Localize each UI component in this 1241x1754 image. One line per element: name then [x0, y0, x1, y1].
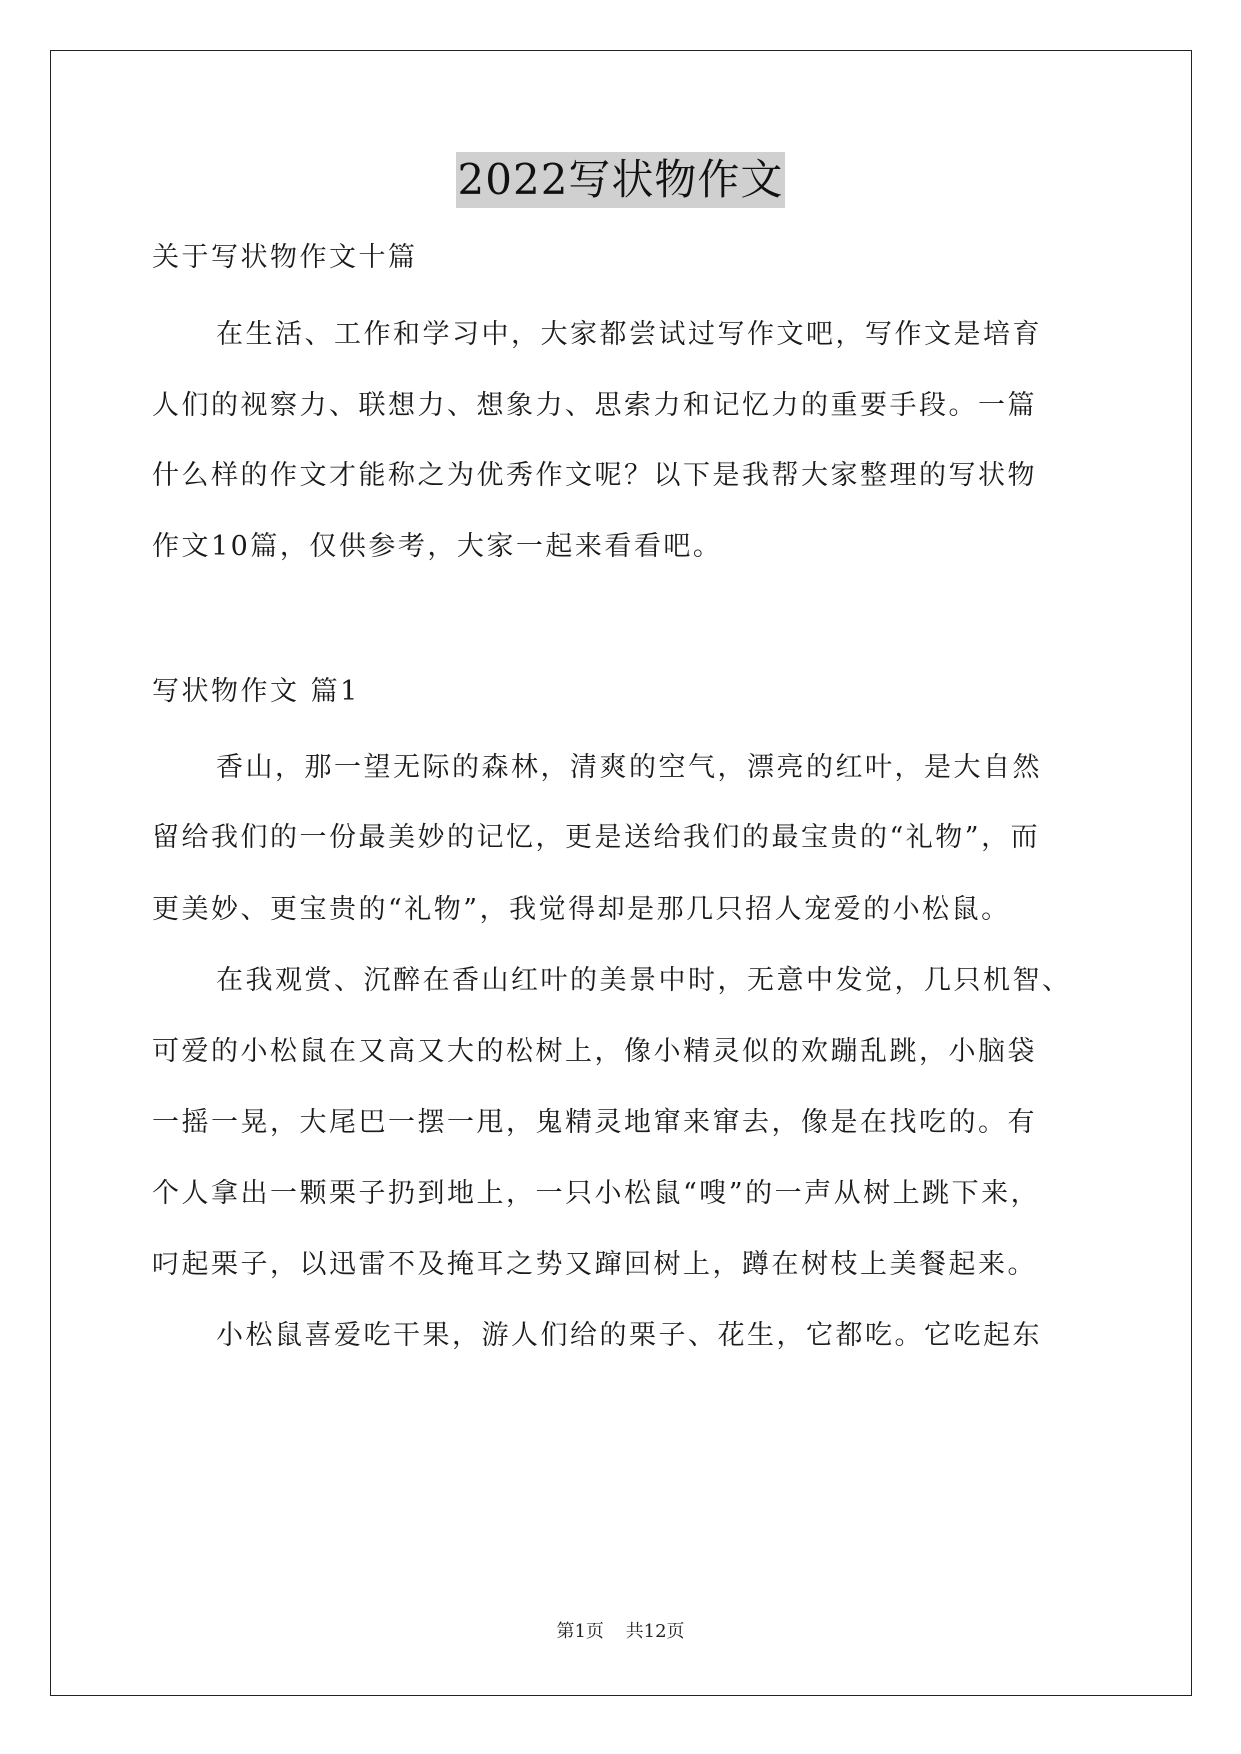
- paragraph-line: 香山，那一望无际的森林，清爽的空气，漂亮的红叶，是大自然: [216, 752, 1042, 783]
- page-total: 共12页: [625, 1621, 685, 1642]
- page-footer: [0, 1620, 1241, 1644]
- intro-line: 在生活、工作和学习中，大家都尝试过写作文吧，写作文是培育: [216, 319, 1042, 350]
- page-number: 第1页: [556, 1621, 604, 1642]
- paragraph-line: 在我观赏、沉醉在香山红叶的美景中时，无意中发觉，几只机智、: [216, 965, 1072, 996]
- paragraph-line: 留给我们的一份最美妙的记忆，更是送给我们的最宝贵的“礼物”，而: [152, 822, 1041, 853]
- document-title-text: 2022写状物作文: [456, 152, 786, 208]
- paragraph-line: 个人拿出一颗栗子扔到地上，一只小松鼠“嗖”的一声从树上跳下来，: [152, 1178, 1041, 1209]
- intro-line: 什么样的作文才能称之为优秀作文呢？以下是我帮大家整理的写状物: [152, 460, 1037, 491]
- intro-line: 作文10篇，仅供参考，大家一起来看看吧。: [152, 531, 723, 562]
- section-heading: 写状物作文 篇1: [152, 676, 360, 707]
- page-border: [50, 50, 1192, 1696]
- paragraph-line: 叼起栗子，以迅雷不及掩耳之势又蹿回树上，蹲在树枝上美餐起来。: [152, 1249, 1037, 1280]
- intro-line: 人们的视察力、联想力、想象力、思索力和记忆力的重要手段。一篇: [152, 390, 1037, 421]
- paragraph-line: 小松鼠喜爱吃干果，游人们给的栗子、花生，它都吃。它吃起东: [216, 1320, 1042, 1351]
- document-title: [0, 152, 1241, 208]
- paragraph-line: 可爱的小松鼠在又高又大的松树上，像小精灵似的欢蹦乱跳，小脑袋: [152, 1036, 1037, 1067]
- paragraph-line: 更美妙、更宝贵的“礼物”，我觉得却是那几只招人宠爱的小松鼠。: [152, 894, 1011, 925]
- subtitle: 关于写状物作文十篇: [152, 242, 418, 273]
- paragraph-line: 一摇一晃，大尾巴一摆一甩，鬼精灵地窜来窜去，像是在找吃的。有: [152, 1107, 1037, 1138]
